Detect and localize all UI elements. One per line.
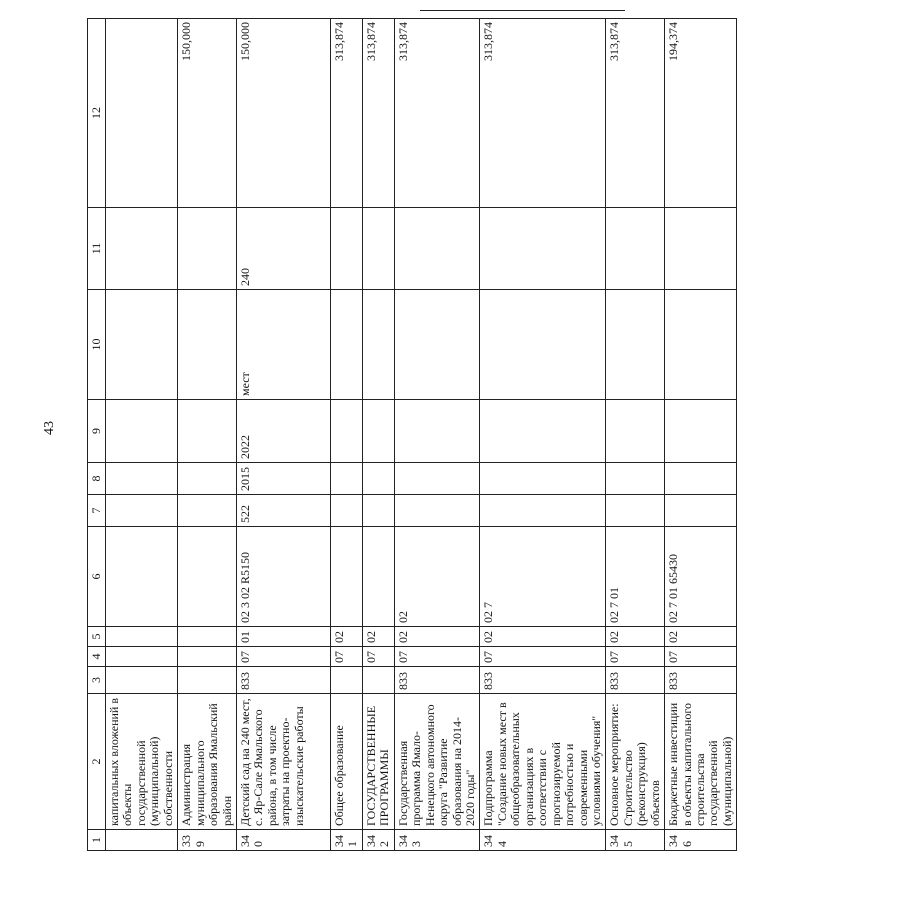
table-cell xyxy=(178,527,237,627)
table-cell: мест xyxy=(236,290,330,400)
table-cell: 833 xyxy=(394,667,480,694)
table-cell: 194,374 xyxy=(665,19,737,208)
table-cell xyxy=(178,400,237,463)
table-cell: 342 xyxy=(362,830,394,851)
table-cell: 522 xyxy=(236,495,330,527)
table-cell: 344 xyxy=(480,830,606,851)
table-cell: 02 7 01 xyxy=(606,527,665,627)
table-cell xyxy=(665,463,737,495)
table-cell xyxy=(178,667,237,694)
table-cell xyxy=(480,208,606,290)
table-cell xyxy=(362,527,394,627)
table-cell xyxy=(606,495,665,527)
table-cell xyxy=(330,208,362,290)
table-cell xyxy=(606,400,665,463)
table-cell xyxy=(330,290,362,400)
table-cell xyxy=(330,463,362,495)
table-cell xyxy=(106,830,178,851)
table-cell: 02 xyxy=(394,527,480,627)
header-row xyxy=(88,19,106,851)
table-cell: 07 xyxy=(606,647,665,667)
table-cell: 02 xyxy=(606,627,665,647)
table-cell xyxy=(480,290,606,400)
table-cell xyxy=(330,400,362,463)
table-cell: Администрация муниципального образования Ямальский район xyxy=(178,694,237,830)
table-cell: 02 3 02 R5150 xyxy=(236,527,330,627)
table-cell: 240 xyxy=(236,208,330,290)
header-cell: 8 xyxy=(88,463,106,495)
table-cell xyxy=(178,208,237,290)
header-cell: 12 xyxy=(88,19,106,208)
table-cell xyxy=(362,400,394,463)
table-cell: 343 xyxy=(394,830,480,851)
table-cell xyxy=(606,208,665,290)
table-cell: 313,874 xyxy=(362,19,394,208)
table-cell xyxy=(480,495,606,527)
table-row xyxy=(606,19,665,851)
table-cell xyxy=(480,463,606,495)
table-cell: 313,874 xyxy=(330,19,362,208)
table-cell xyxy=(362,290,394,400)
table-cell: Государственная программа Ямало-Ненецкого автономного округа "Развитие образования на 2014-2020 годы" xyxy=(394,694,480,830)
table-row xyxy=(106,19,178,851)
header-cell: 6 xyxy=(88,527,106,627)
header-cell: 3 xyxy=(88,667,106,694)
table-cell xyxy=(362,667,394,694)
table-cell xyxy=(106,208,178,290)
table-cell: 150,000 xyxy=(178,19,237,208)
table-cell xyxy=(480,400,606,463)
table-cell xyxy=(665,208,737,290)
table-cell xyxy=(330,495,362,527)
header-cell: 10 xyxy=(88,290,106,400)
header-cell: 2 xyxy=(88,694,106,830)
table-cell xyxy=(106,647,178,667)
table-cell: 02 xyxy=(394,627,480,647)
table-row xyxy=(665,19,737,851)
table-cell: 341 xyxy=(330,830,362,851)
table-cell xyxy=(106,667,178,694)
table-cell xyxy=(330,527,362,627)
header-cell: 4 xyxy=(88,647,106,667)
table-cell xyxy=(106,19,178,208)
table-cell xyxy=(606,463,665,495)
table-cell: 313,874 xyxy=(606,19,665,208)
header-cell: 1 xyxy=(88,830,106,851)
table-cell: 07 xyxy=(665,647,737,667)
table-cell: 345 xyxy=(606,830,665,851)
table-cell xyxy=(362,208,394,290)
table-cell: Общее образование xyxy=(330,694,362,830)
table-cell: 02 xyxy=(665,627,737,647)
table-cell: 02 xyxy=(362,627,394,647)
table-cell: 02 xyxy=(480,627,606,647)
table-cell xyxy=(394,495,480,527)
table-cell xyxy=(394,463,480,495)
table-cell xyxy=(362,463,394,495)
table-cell xyxy=(665,290,737,400)
table-cell: Подпрограмма "Создание новых мест в общеобразовательных организациях в соответствии с прогнозируемой потребностью и современными условиями обучения" xyxy=(480,694,606,830)
table-cell: Основное мероприятие: Строительство (реконструкция) объектов xyxy=(606,694,665,830)
table-cell xyxy=(178,290,237,400)
table-cell xyxy=(362,495,394,527)
table-row xyxy=(330,19,362,851)
table-cell: 07 xyxy=(480,647,606,667)
table-cell xyxy=(106,400,178,463)
table-cell: 833 xyxy=(665,667,737,694)
table-cell: 2015 xyxy=(236,463,330,495)
table-cell xyxy=(106,290,178,400)
table-cell xyxy=(665,400,737,463)
table-cell xyxy=(106,627,178,647)
table-row xyxy=(178,19,237,851)
table-cell: 313,874 xyxy=(480,19,606,208)
table-cell: 07 xyxy=(394,647,480,667)
rotated-table-wrapper xyxy=(87,0,919,847)
table-body xyxy=(88,19,737,851)
table-cell xyxy=(394,400,480,463)
table-cell xyxy=(394,290,480,400)
table-row xyxy=(394,19,480,851)
table-row xyxy=(362,19,394,851)
table-cell: 02 7 xyxy=(480,527,606,627)
table-row xyxy=(480,19,606,851)
table-cell: Бюджетные инвестиции в объекты капитального строительства государственной (муниципальной) xyxy=(665,694,737,830)
page-number: 43 xyxy=(42,421,57,435)
table-cell: 833 xyxy=(480,667,606,694)
table-cell xyxy=(178,495,237,527)
table-row xyxy=(236,19,330,851)
table-cell xyxy=(394,208,480,290)
table-cell: 340 xyxy=(236,830,330,851)
header-cell: 5 xyxy=(88,627,106,647)
table-cell: капитальных вложений в объекты государственной (муниципальной) собственности xyxy=(106,694,178,830)
table-cell: 346 xyxy=(665,830,737,851)
header-cell: 11 xyxy=(88,208,106,290)
table-cell: 07 xyxy=(236,647,330,667)
table-cell: 02 xyxy=(330,627,362,647)
table-cell: 02 7 01 65430 xyxy=(665,527,737,627)
table-cell: 833 xyxy=(236,667,330,694)
header-cell: 9 xyxy=(88,400,106,463)
table-cell: 2022 xyxy=(236,400,330,463)
table-cell: 150,000 xyxy=(236,19,330,208)
table-cell xyxy=(178,627,237,647)
header-cell: 7 xyxy=(88,495,106,527)
table-cell: ГОСУДАРСТВЕННЫЕ ПРОГРАММЫ xyxy=(362,694,394,830)
table-cell xyxy=(606,290,665,400)
table-cell: 07 xyxy=(330,647,362,667)
table-cell: 07 xyxy=(362,647,394,667)
table-cell: 339 xyxy=(178,830,237,851)
table-cell xyxy=(665,495,737,527)
table-cell: 833 xyxy=(606,667,665,694)
table-cell: Детский сад на 240 мест, с. Яр-Сале Ямальского района, в том числе затраты на проектно-изыскательские работы xyxy=(236,694,330,830)
table-cell xyxy=(178,463,237,495)
budget-table xyxy=(87,18,737,851)
table-cell xyxy=(106,527,178,627)
table-cell: 313,874 xyxy=(394,19,480,208)
table-cell xyxy=(178,647,237,667)
table-cell xyxy=(106,463,178,495)
table-cell: 01 xyxy=(236,627,330,647)
table-cell xyxy=(330,667,362,694)
table-cell xyxy=(106,495,178,527)
